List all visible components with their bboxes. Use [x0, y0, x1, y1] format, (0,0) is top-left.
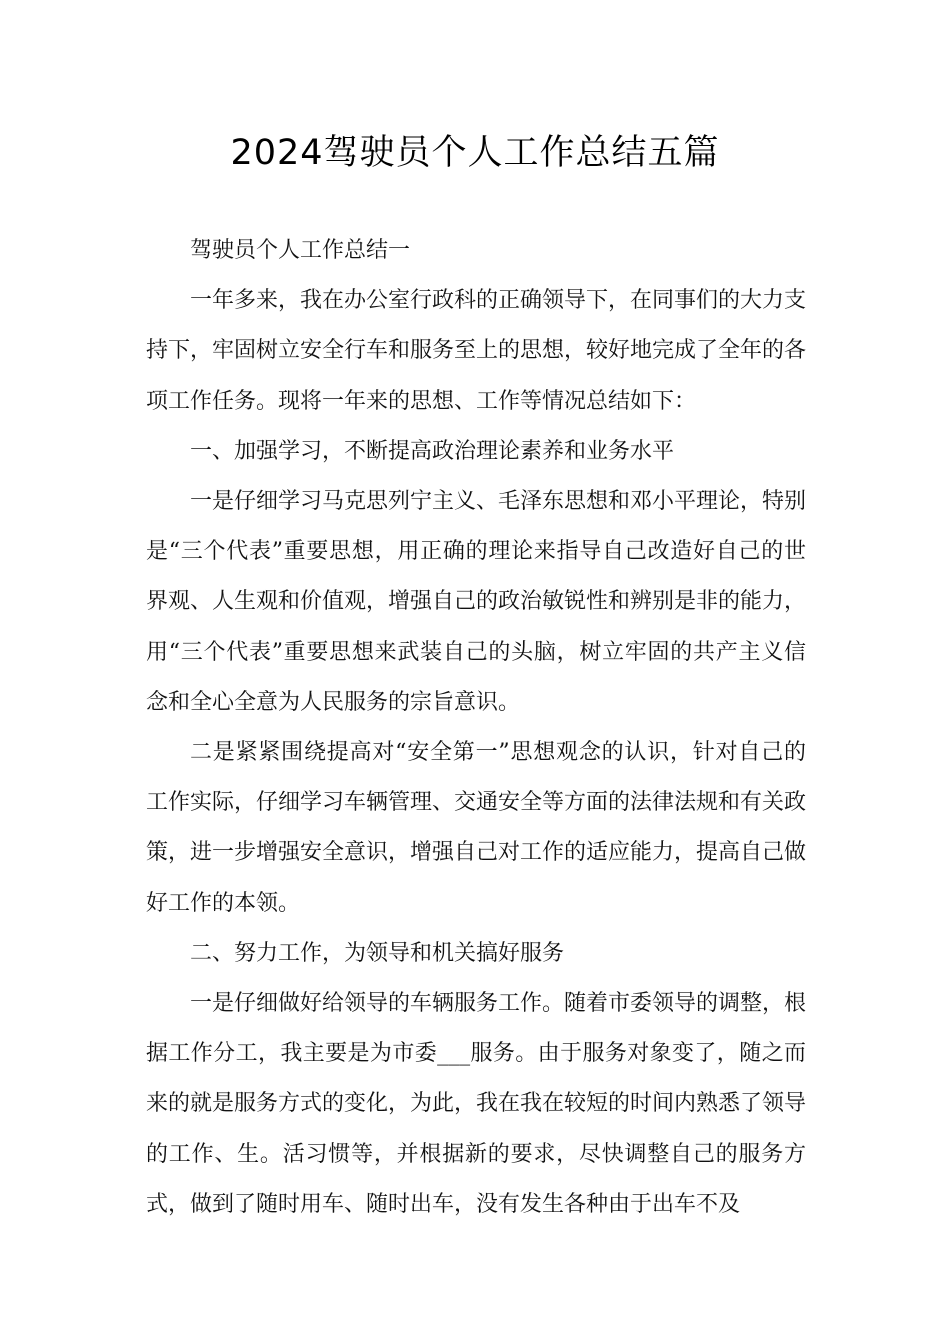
paragraph: 二是紧紧围绕提高对“安全第一”思想观念的认识，针对自己的工作实际，仔细学习车辆管理、交通安全等方面的法律法规和有关政策，进一步增强安全意识，增强自己对工作的适应能力，提高自己做好工作的本领。	[146, 740, 807, 916]
document-body	[146, 226, 806, 1230]
paragraph: 一年多来，我在办公室行政科的正确领导下，在同事们的大力支持下，牢固树立安全行车和服务至上的思想，较好地完成了全年的各项工作任务。现将一年来的思想、工作等情况总结如下：	[146, 288, 807, 414]
document-title: 2024驾驶员个人工作总结五篇	[230, 133, 720, 173]
paragraph: 一是仔细学习马克思列宁主义、毛泽东思想和邓小平理论，特别是“三个代表”重要思想，用正确的理论来指导自己改造好自己的世界观、人生观和价值观，增强自己的政治敏锐性和辨别是非的能力，用“三个代表”重要思想来武装自己的头脑，树立牢固的共产主义信念和全心全意为人民服务的宗旨意识。	[146, 489, 807, 715]
section-heading: 二、努力工作，为领导和机关搞好服务	[190, 940, 565, 966]
section-heading: 一、加强学习，不断提高政治理论素养和业务水平	[190, 438, 675, 464]
section-heading: 驾驶员个人工作总结一	[190, 238, 411, 263]
paragraph: 一是仔细做好给领导的车辆服务工作。随着市委领导的调整，根据工作分工，我主要是为市委___服务。由于服务对象变了，随之而来的就是服务方式的变化，为此，我在我在较短的时间内熟悉了领导的工作、生。活习惯等，并根据新的要求，尽快调整自己的服务方式，做到了随时用车、随时出车，没有发生各种由于出车不及	[146, 991, 807, 1217]
